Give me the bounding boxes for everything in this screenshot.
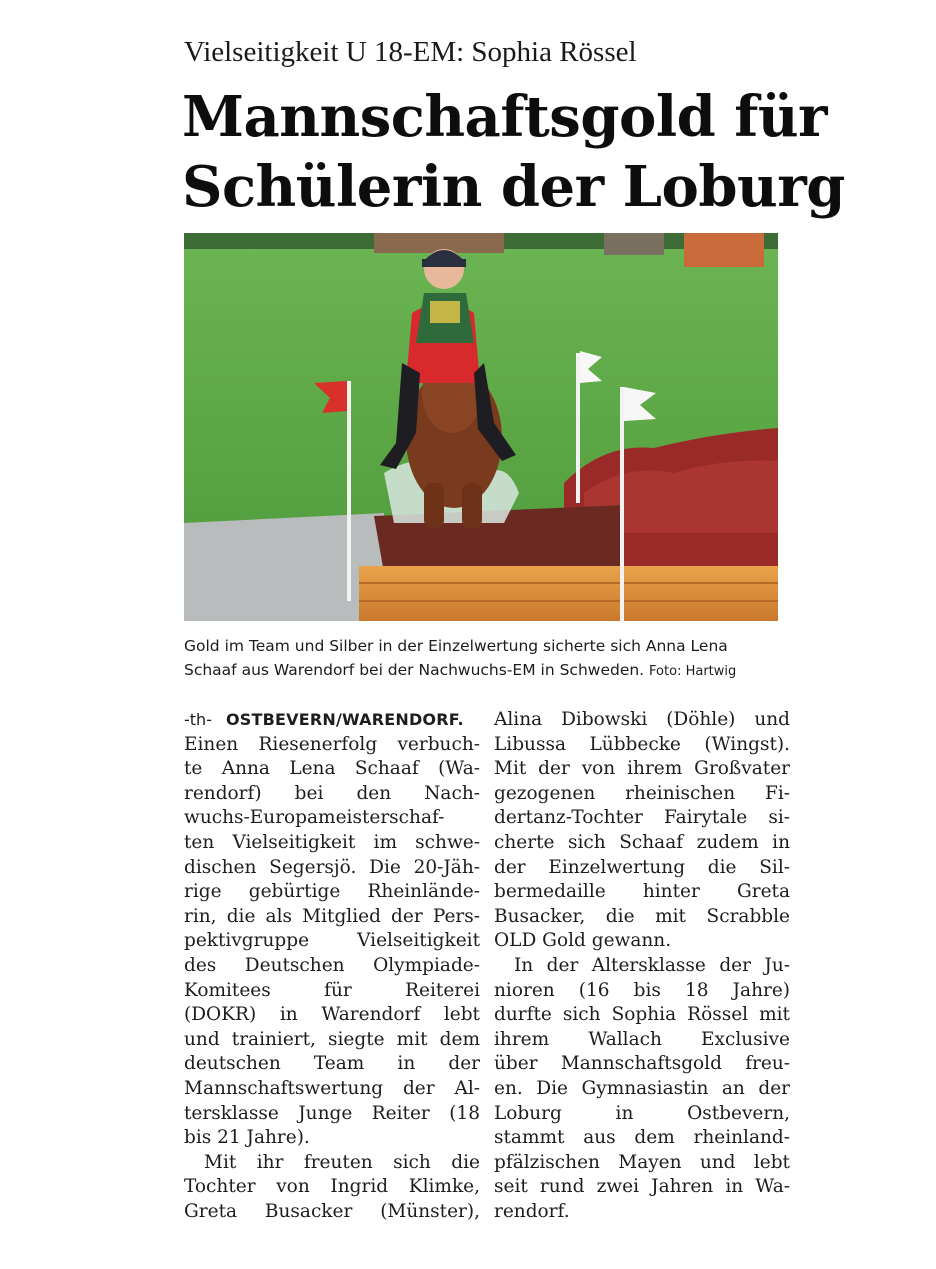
body-line: deutschen Team in der: [184, 1053, 480, 1075]
body-line: der Einzelwertung die Sil-: [494, 856, 790, 878]
body-line: pektivgruppe Vielseitigkeit: [184, 930, 480, 952]
body-line: rin, die als Mitglied der Pers-: [184, 905, 480, 927]
caption-line-2-text: Schaaf aus Warendorf bei der Nachwuchs-EM in Schweden.: [184, 661, 645, 679]
body-line: Loburg in Ostbevern,: [494, 1102, 790, 1124]
caption-line-2: [184, 658, 784, 684]
body-line: gezogenen rheinischen Fi-: [494, 782, 790, 804]
body-line: rendorf.: [494, 1200, 570, 1222]
body-line: tersklasse Junge Reiter (18: [184, 1102, 480, 1124]
body-line: bis 21 Jahre).: [184, 1127, 310, 1149]
body-line: en. Die Gymnasiastin an der: [494, 1077, 790, 1099]
body-line: dertanz-Tochter Fairytale si-: [494, 807, 790, 829]
photo-caption: [184, 634, 784, 684]
body-line: te Anna Lena Schaaf (Wa-: [184, 758, 480, 780]
body-line: rige gebürtige Rheinlände-: [184, 881, 480, 903]
body-line: [184, 708, 480, 733]
headline-line-2: Schülerin der Loburg: [182, 154, 845, 220]
horse-and-rider-jumping-icon: [184, 233, 778, 621]
body-line: (DOKR) in Warendorf lebt: [184, 1004, 480, 1026]
body-line: Busacker, die mit Scrabble: [494, 905, 790, 927]
body-line: des Deutschen Olympiade-: [184, 954, 480, 976]
body-line: Greta Busacker (Münster),: [184, 1200, 480, 1222]
body-line: bermedaille hinter Greta: [494, 881, 790, 903]
body-line: cherte sich Schaaf zudem in: [494, 831, 790, 853]
article-photo: [184, 233, 778, 621]
article-headline: [182, 82, 845, 222]
headline-line-1: Mannschaftsgold für: [182, 84, 828, 150]
body-line: wuchs-Europameisterschaf-: [184, 807, 445, 829]
body-line: Tochter von Ingrid Klimke,: [184, 1176, 480, 1198]
body-line: und trainiert, siegte mit dem: [184, 1028, 480, 1050]
body-line: ihrem Wallach Exclusive: [494, 1028, 790, 1050]
body-line: dischen Segersjö. Die 20-Jäh-: [184, 856, 480, 878]
body-line: über Mannschaftsgold freu-: [494, 1053, 790, 1075]
article-kicker: Vielseitigkeit U 18-EM: Sophia Rössel: [184, 36, 637, 68]
article-body-right-column: [494, 708, 790, 1224]
body-line: Einen Riesenerfolg verbuch-: [184, 733, 480, 755]
author-tag: -th-: [184, 710, 212, 729]
body-line: OLD Gold gewann.: [494, 930, 672, 952]
body-line: In der Altersklasse der Ju-: [514, 954, 790, 976]
body-line: rendorf) bei den Nach-: [184, 782, 480, 804]
body-line: Alina Dibowski (Döhle) und: [494, 709, 790, 730]
article-body-left-column: [184, 708, 480, 1224]
body-line: Mit der von ihrem Großvater: [494, 758, 790, 780]
photo-credit: Foto: Hartwig: [649, 664, 737, 679]
body-line: ten Vielseitigkeit im schwe-: [184, 831, 480, 853]
body-line: Mit ihr freuten sich die: [204, 1151, 480, 1173]
body-line: seit rund zwei Jahren in Wa-: [494, 1176, 790, 1198]
body-line: durfte sich Sophia Rössel mit: [494, 1004, 790, 1026]
caption-line-1: Gold im Team und Silber in der Einzelwertung sicherte sich Anna Lena: [184, 637, 728, 655]
body-line: nioren (16 bis 18 Jahre): [494, 979, 790, 1001]
body-line: Mannschaftswertung der Al-: [184, 1077, 480, 1099]
body-line: pfälzischen Mayen und lebt: [494, 1151, 790, 1173]
body-line: Komitees für Reiterei: [184, 979, 480, 1001]
body-line: stammt aus dem rheinland-: [494, 1127, 790, 1149]
body-line: Libussa Lübbecke (Wingst).: [494, 733, 790, 755]
dateline: OSTBEVERN/WARENDORF.: [225, 710, 464, 729]
